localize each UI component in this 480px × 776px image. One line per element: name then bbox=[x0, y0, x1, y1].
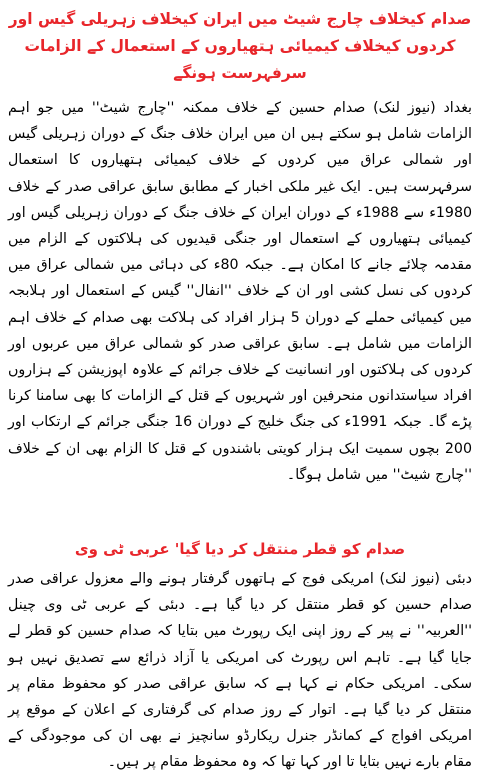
article-2-headline: صدام کو قطر منتقل کر دیا گیا' عربی ٹی وی bbox=[74, 540, 406, 559]
article-qatar-transfer bbox=[8, 536, 472, 776]
article-1-headline: صدام کیخلاف چارج شیٹ میں ایران کیخلاف زہریلی گیس اور کردوں کیخلاف کیمیائی ہتھیاروں کے استعمال کے الزامات سرفہرست ہونگے bbox=[8, 10, 472, 82]
article-charge-sheet bbox=[8, 6, 472, 488]
article-1-body: بغداد (نیوز لنک) صدام حسین کے خلاف ممکنہ ''چارج شیٹ'' میں جو اہم الزامات شامل ہو سکتے ہیں ان میں ایران خلاف جنگ کے دوران زہریلی گیس اور شمالی عراق میں کردوں کے خلاف کیمیائی ہتھیاروں کا استعمال سرفہرست ہیں۔ ایک غیر ملکی اخبار کے مطابق سابق عراقی صدر کے خلاف 1980ء سے 1988ء کے دوران ایران کے خلاف جنگ کے دوران زہریلی گیس اور کیمیائی ہتھیاروں کے استعمال اور جنگی قیدیوں کی ہلاکتوں کے الزام میں مقدمہ چلائے جانے کا امکان ہے۔ جبکہ 80ء کی دہائی میں شمالی عراق میں کردوں کی نسل کشی اور ان کے خلاف ''انفال'' گیس کے استعمال اور ہلابجہ میں کیمیائی حملے کے دوران 5 ہزار افراد کی ہلاکت بھی صدام کے خلاف اہم الزامات میں شامل ہے۔ سابق عراقی صدر کو شمالی عراق میں عربوں اور کردوں کی ہلاکتوں اور انسانیت کے خلاف جرائم کے علاوہ اپوزیشن کے ہزاروں افراد سیاستدانوں منحرفین اور شہریوں کے قتل کے الزامات کا بھی سامنا کرنا پڑے گا۔ جبکہ 1991ء کی جنگ خلیج کے دوران 16 جنگی جرائم کے ارتکاب اور 200 بچوں سمیت ایک ہزار کویتی باشندوں کے قتل کا الزام بھی ان کے خلاف ''چارج شیٹ'' میں شامل ہوگا۔ bbox=[8, 100, 472, 483]
article-2-body: دبئی (نیوز لنک) امریکی فوج کے ہاتھوں گرفتار ہونے والے معزول عراقی صدر صدام حسین کو قطر منتقل کر دیا گیا ہے۔ دبئی کے عربی ٹی وی چینل ''العربیہ'' نے پیر کے روز اپنی ایک رپورٹ میں بتایا کہ صدام حسین کو قطر لے جایا گیا ہے۔ تاہم اس رپورٹ کی امریکی یا آزاد ذرائع سے تصدیق نہیں ہو سکی۔ امریکی حکام نے کہا ہے کہ سابق عراقی صدر کو محفوظ مقام پر منتقل کر دیا گیا ہے۔ اتوار کے روز صدام کی گرفتاری کے اعلان کے موقع پر امریکی افواج کے کمانڈر جنرل ریکارڈو سانچیز نے بھی ان کی موجودگی کے مقام بارے نہیں بتایا تا اور کہا تھا کہ وہ محفوظ مقام پر ہیں۔ bbox=[8, 571, 472, 771]
